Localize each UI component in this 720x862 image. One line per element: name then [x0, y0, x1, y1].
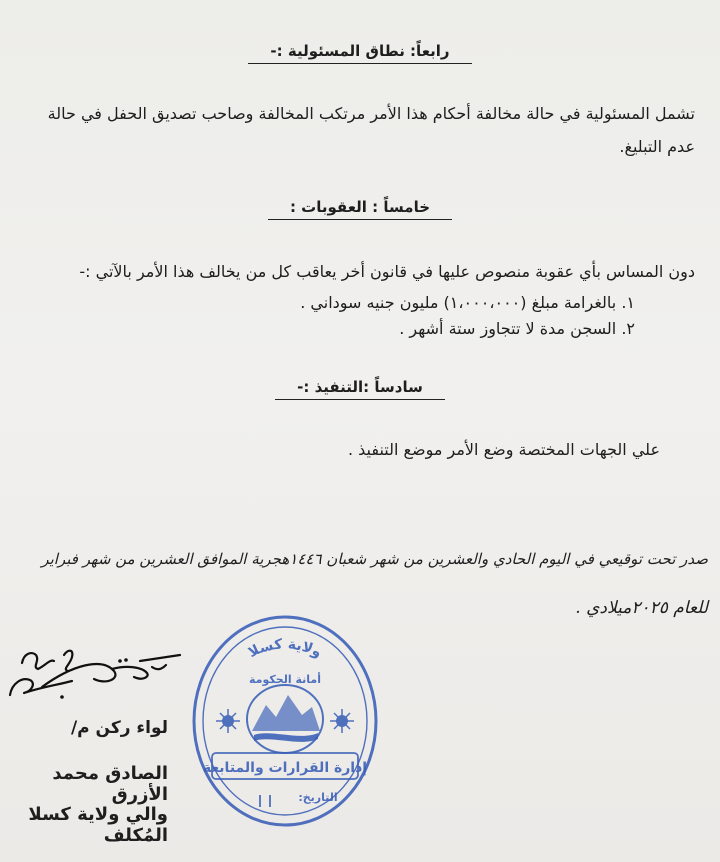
- section5-heading: خامساً : العقوبات :: [0, 198, 720, 220]
- stamp-date-label: التاريخ:: [298, 791, 338, 804]
- section4-line1: تشمل المسئولية في حالة مخالفة أحكام هذا الأمر مرتكب المخالفة وصاحب تصديق الحفل في حالة: [47, 104, 695, 123]
- stamp-sub-text: أمانة الحكومة: [249, 673, 321, 686]
- handwritten-signature: [2, 625, 182, 710]
- section5-item1: ١. بالغرامة مبلغ (١،٠٠٠،٠٠٠) مليون جنيه سوداني .: [300, 293, 635, 312]
- section6-heading: سادساً :التنفيذ :-: [0, 378, 720, 400]
- stamp-bottom-text: إدارة القرارات والمتابعة: [202, 760, 368, 776]
- section5-item2: ٢. السجن مدة لا تتجاوز ستة أشهر .: [399, 319, 635, 338]
- stamp-mountain-emblem-icon: [252, 695, 320, 742]
- issuance-line2: للعام ٢٠٢٥ميلادي .: [575, 598, 708, 618]
- signatory-title: والي ولاية كسلا المُكلف: [28, 804, 168, 846]
- signatory-name: الصادق محمد الأزرق: [52, 763, 168, 805]
- section6-text: علي الجهات المختصة وضع الأمر موضع التنفيذ .: [347, 440, 660, 459]
- stamp-top-text: ولاية كسلا: [245, 636, 325, 662]
- section4-line2: عدم التبليغ.: [619, 137, 695, 156]
- stamp-star-icon: [330, 709, 354, 733]
- official-stamp: [190, 613, 380, 833]
- issuance-line1: صدر تحت توقيعي في اليوم الحادي والعشرين من شهر شعبان ١٤٤٦هجرية الموافق العشرين من شهر فبراير: [41, 550, 708, 568]
- signatory-rank: لواء ركن م/: [70, 718, 168, 738]
- stamp-star-icon: [216, 709, 240, 733]
- section4-heading: رابعاً: نطاق المسئولية :-: [0, 42, 720, 64]
- section5-intro: دون المساس بأي عقوبة منصوص عليها في قانون أخر يعاقب كل من يخالف هذا الأمر بالآتي :-: [79, 262, 695, 281]
